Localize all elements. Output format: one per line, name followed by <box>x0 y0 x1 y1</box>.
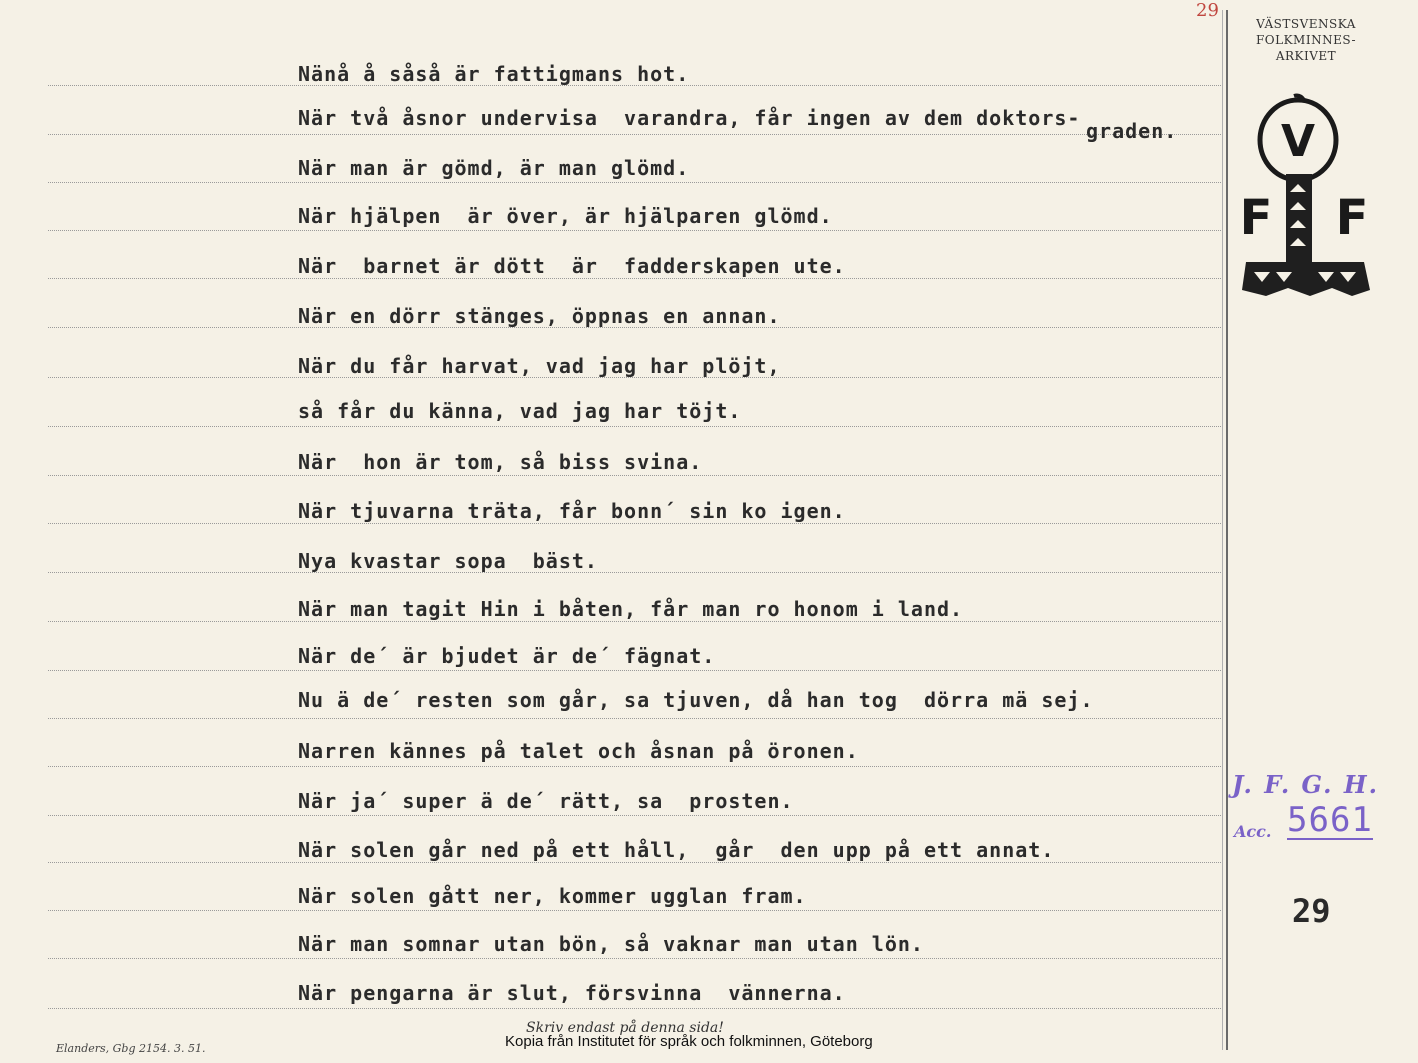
ruled-line <box>48 523 1223 524</box>
proverb-line: När hjälpen är över, är hjälparen glömd. <box>298 204 833 228</box>
margin-rule <box>1222 10 1223 1050</box>
proverb-line: När man tagit Hin i båten, får man ro honom i land. <box>298 597 964 621</box>
proverb-line: När ja´ super ä de´ rätt, sa prosten. <box>298 789 794 813</box>
accession-number: 5661 <box>1287 800 1373 840</box>
proverb-line: Nya kvastar sopa bäst. <box>298 549 598 573</box>
proverb-line: Narren kännes på talet och åsnan på öronen. <box>298 739 859 763</box>
ruled-line <box>48 572 1223 573</box>
ruled-line <box>48 426 1223 427</box>
ruled-line <box>48 621 1223 622</box>
proverb-line: så får du känna, vad jag har töjt. <box>298 399 742 423</box>
proverb-line: När barnet är dött är fadderskapen ute. <box>298 254 846 278</box>
proverb-line: När hon är tom, så biss svina. <box>298 450 703 474</box>
ruled-line <box>48 278 1223 279</box>
logo-letter-f-left: F <box>1240 190 1273 246</box>
proverb-line: Nänå å såså är fattigmans hot. <box>298 62 690 86</box>
ruled-line <box>48 475 1223 476</box>
ruled-line <box>48 862 1223 863</box>
proverb-line: När en dörr stänges, öppnas en annan. <box>298 304 781 328</box>
proverb-line: När man är gömd, är man glömd. <box>298 156 690 180</box>
archive-name-line: FOLKMINNES- <box>1255 33 1357 47</box>
ruled-line <box>48 766 1223 767</box>
proverb-line: När du får harvat, vad jag har plöjt, <box>298 354 781 378</box>
archive-name-line: VÄSTSVENSKA <box>1256 17 1356 31</box>
write-instruction: Skriv endast på denna sida! <box>526 1020 724 1036</box>
institute-stamp: J. F. G. H. <box>1232 770 1379 799</box>
archive-name-line: ARKIVET <box>1275 49 1337 63</box>
ruled-line <box>48 134 1223 135</box>
margin-rule <box>1226 10 1228 1050</box>
ruled-line <box>48 910 1223 911</box>
ruled-line <box>48 182 1223 183</box>
proverb-line: När två åsnor undervisa varandra, får ingen av dem doktors- <box>298 106 1081 130</box>
copy-notice: Kopia från Institutet för språk och folkminnen, Göteborg <box>505 1033 873 1050</box>
proverb-line: När solen gått ner, kommer ugglan fram. <box>298 884 807 908</box>
ruled-line <box>48 815 1223 816</box>
proverb-line: När pengarna är slut, försvinna vännerna. <box>298 981 846 1005</box>
logo-letter-f-right: F <box>1335 190 1369 246</box>
page-number: 29 <box>1292 892 1331 930</box>
vff-logo-icon <box>1240 92 1370 302</box>
ruled-line <box>48 1008 1223 1009</box>
ruled-line <box>48 718 1223 719</box>
proverb-continuation: graden. <box>1086 119 1178 143</box>
ruled-line <box>48 670 1223 671</box>
proverb-line: När tjuvarna träta, får bonn´ sin ko igen. <box>298 499 846 523</box>
ruled-line <box>48 958 1223 959</box>
proverb-line: När man somnar utan bön, så vaknar man utan lön. <box>298 932 924 956</box>
printer-imprint: Elanders, Gbg 2154. 3. 51. <box>56 1042 206 1055</box>
logo-letter-v: V <box>1280 116 1316 167</box>
proverb-line: När solen går ned på ett håll, går den upp på ett annat. <box>298 838 1055 862</box>
accession-label: Acc. <box>1234 822 1272 841</box>
proverb-line: När de´ är bjudet är de´ fägnat. <box>298 644 716 668</box>
archive-name <box>1236 16 1376 64</box>
handwritten-page-number: 29 <box>1196 0 1219 21</box>
ruled-line <box>48 230 1223 231</box>
proverb-line: Nu ä de´ resten som går, sa tjuven, då han tog dörra mä sej. <box>298 688 1094 712</box>
